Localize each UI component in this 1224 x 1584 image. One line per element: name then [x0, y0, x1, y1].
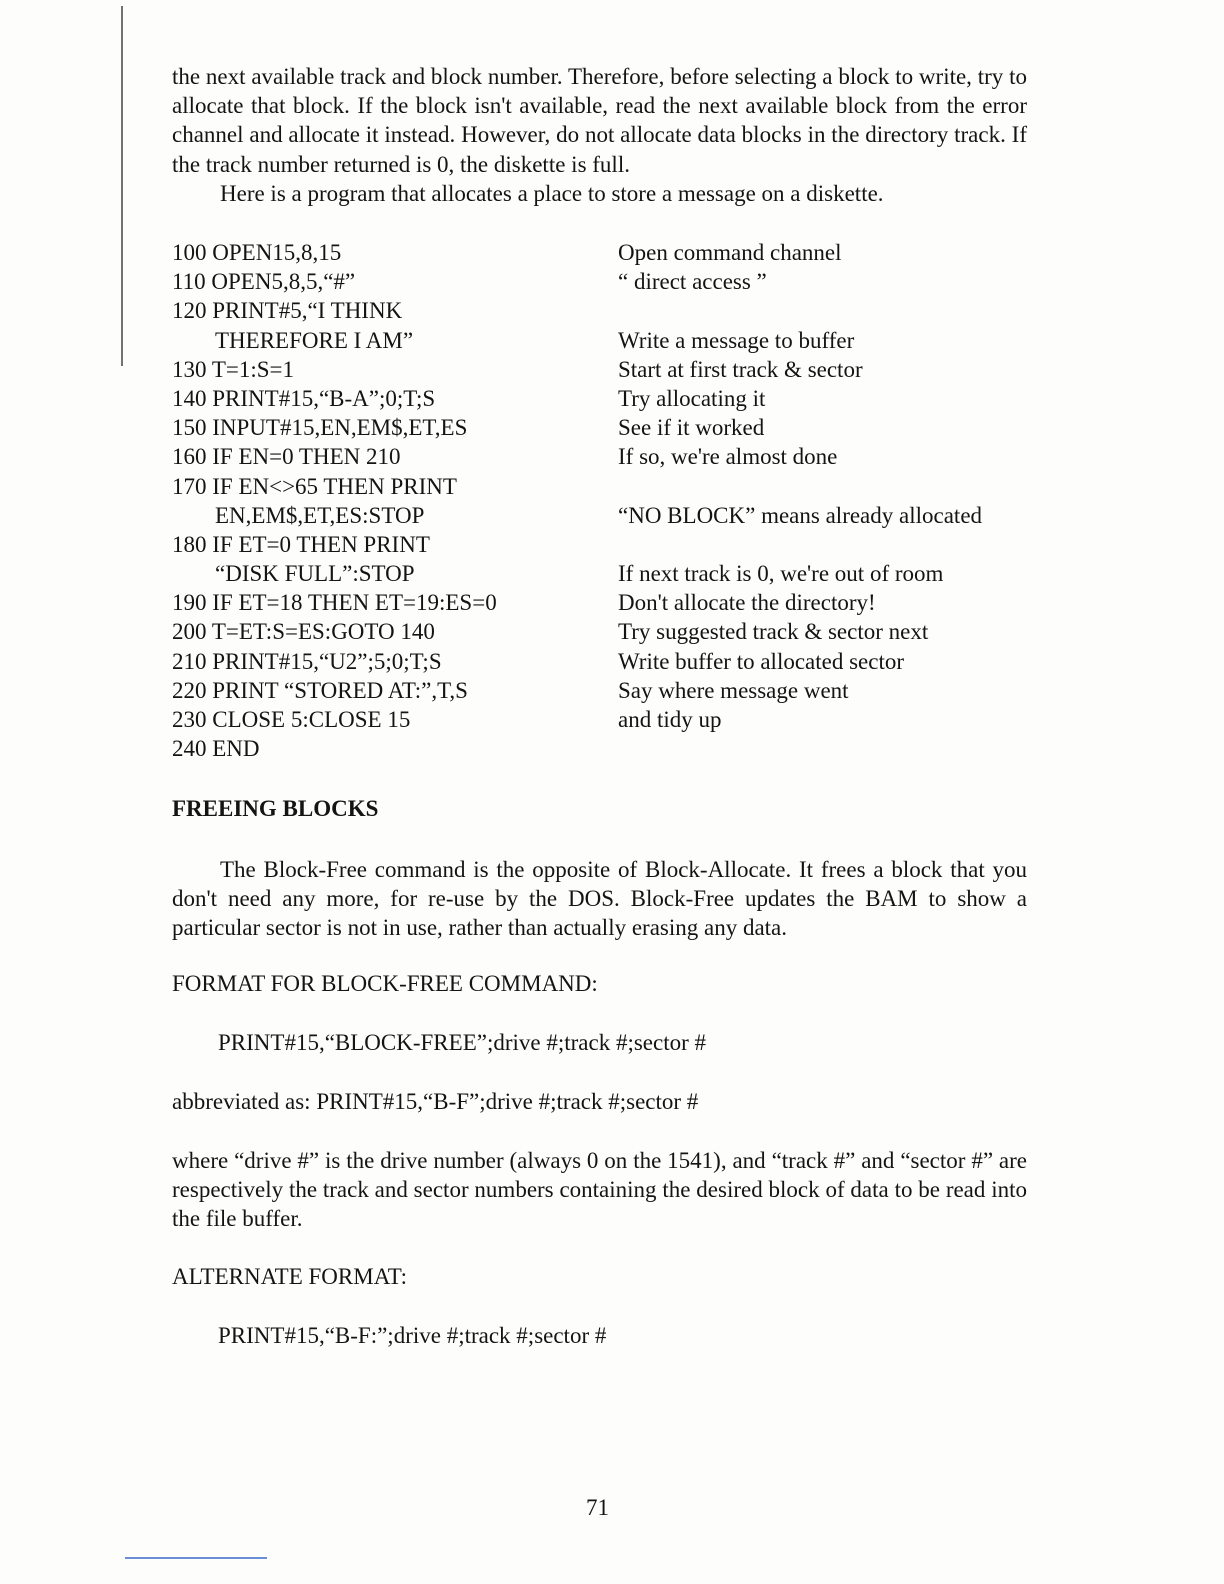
alternate-format-label: ALTERNATE FORMAT: [172, 1264, 408, 1289]
bottom-rule [125, 1557, 267, 1559]
code-comment: Say where message went [618, 677, 849, 703]
code-line: 240 END [172, 736, 260, 762]
program-row [172, 559, 1032, 588]
code-line: 210 PRINT#15,“U2”;5;0;T;S [172, 648, 442, 674]
code-line: 160 IF EN=0 THEN 210 [172, 444, 401, 470]
code-line: 130 T=1:S=1 [172, 356, 295, 382]
code-line: 150 INPUT#15,EN,EM$,ET,ES [172, 415, 468, 441]
code-comment [618, 296, 1032, 325]
program-row [172, 326, 1032, 355]
intro-paragraph: the next available track and block number. Therefore, before selecting a block to write, try to allocate that block. If the block isn't available, read the next available block from the error channel and allocate it instead. However, do not allocate data blocks in the directory track. If the track number returned is 0, the diskette is full. [172, 64, 1027, 177]
code-comment: Write buffer to allocated sector [618, 648, 905, 674]
code-comment [618, 530, 1032, 559]
code-line: 230 CLOSE 5:CLOSE 15 [172, 707, 411, 732]
program-row [172, 705, 1032, 734]
page-number: 71 [586, 1495, 609, 1520]
code-comment: Write a message to buffer [618, 327, 855, 353]
program-row [172, 588, 1032, 617]
code-comment: Try suggested track & sector next [618, 619, 929, 645]
program-row [172, 296, 1032, 325]
code-comment: See if it worked [618, 415, 765, 441]
program-row [172, 267, 1032, 296]
program-row [172, 355, 1032, 384]
code-comment: “NO BLOCK” means already allocated [618, 502, 983, 528]
program-row [172, 384, 1032, 413]
code-comment: If next track is 0, we're out of room [618, 561, 944, 587]
code-comment: “ direct access ” [618, 269, 767, 295]
code-line: 190 IF ET=18 THEN ET=19:ES=0 [172, 590, 497, 616]
section-heading: FREEING BLOCKS [172, 796, 379, 821]
block-free-paragraph: The Block-Free command is the opposite of Block-Allocate. It frees a block that you don't need any more, for re-use by the DOS. Block-Free updates the BAM to show a particular sector is not in use, rather than actually erasing any data. [172, 857, 1027, 941]
abbreviated-format: abbreviated as: PRINT#15,“B-F”;drive #;track #;sector # [172, 1089, 699, 1114]
program-row [172, 442, 1032, 471]
program-row [172, 734, 1032, 763]
code-comment: Don't allocate the directory! [618, 590, 876, 616]
scan-margin-line [121, 6, 123, 366]
code-comment: Start at first track & sector [618, 356, 863, 382]
code-comment: Open command channel [618, 240, 842, 265]
code-comment [618, 472, 1032, 501]
program-row [172, 413, 1032, 442]
program-row [172, 530, 1032, 559]
code-line: 110 OPEN5,8,5,“#” [172, 269, 356, 295]
code-comment [618, 734, 1032, 763]
format-command: PRINT#15,“BLOCK-FREE”;drive #;track #;sector # [218, 1030, 707, 1055]
parameter-description: where “drive #” is the drive number (always 0 on the 1541), and “track #” and “sector #” are respectively the track and sector numbers containing the desired block of data to be read into the file buffer. [172, 1148, 1027, 1232]
alternate-command: PRINT#15,“B-F:”;drive #;track #;sector # [218, 1323, 607, 1348]
code-line: 100 OPEN15,8,15 [172, 240, 342, 265]
code-line: 120 PRINT#5,“I THINK [172, 298, 403, 324]
program-row [172, 238, 1032, 267]
code-line: 140 PRINT#15,“B-A”;0;T;S [172, 385, 436, 411]
code-line: 170 IF EN<>65 THEN PRINT [172, 473, 457, 499]
program-row [172, 501, 1032, 530]
code-comment: Try allocating it [618, 385, 766, 411]
program-row [172, 617, 1032, 646]
code-comment: and tidy up [618, 707, 722, 732]
code-line-continuation: THEREFORE I AM” [215, 327, 414, 353]
code-line-continuation: EN,EM$,ET,ES:STOP [215, 502, 425, 528]
program-row [172, 647, 1032, 676]
program-row [172, 472, 1032, 501]
program-row [172, 676, 1032, 705]
code-comment: If so, we're almost done [618, 444, 838, 470]
program-lead-in: Here is a program that allocates a place to store a message on a diskette. [220, 181, 884, 206]
format-label: FORMAT FOR BLOCK-FREE COMMAND: [172, 971, 598, 996]
code-line-continuation: “DISK FULL”:STOP [215, 561, 415, 587]
code-line: 220 PRINT “STORED AT:”,T,S [172, 677, 468, 703]
program-listing [172, 238, 1032, 763]
code-line: 200 T=ET:S=ES:GOTO 140 [172, 619, 435, 645]
code-line: 180 IF ET=0 THEN PRINT [172, 531, 430, 557]
